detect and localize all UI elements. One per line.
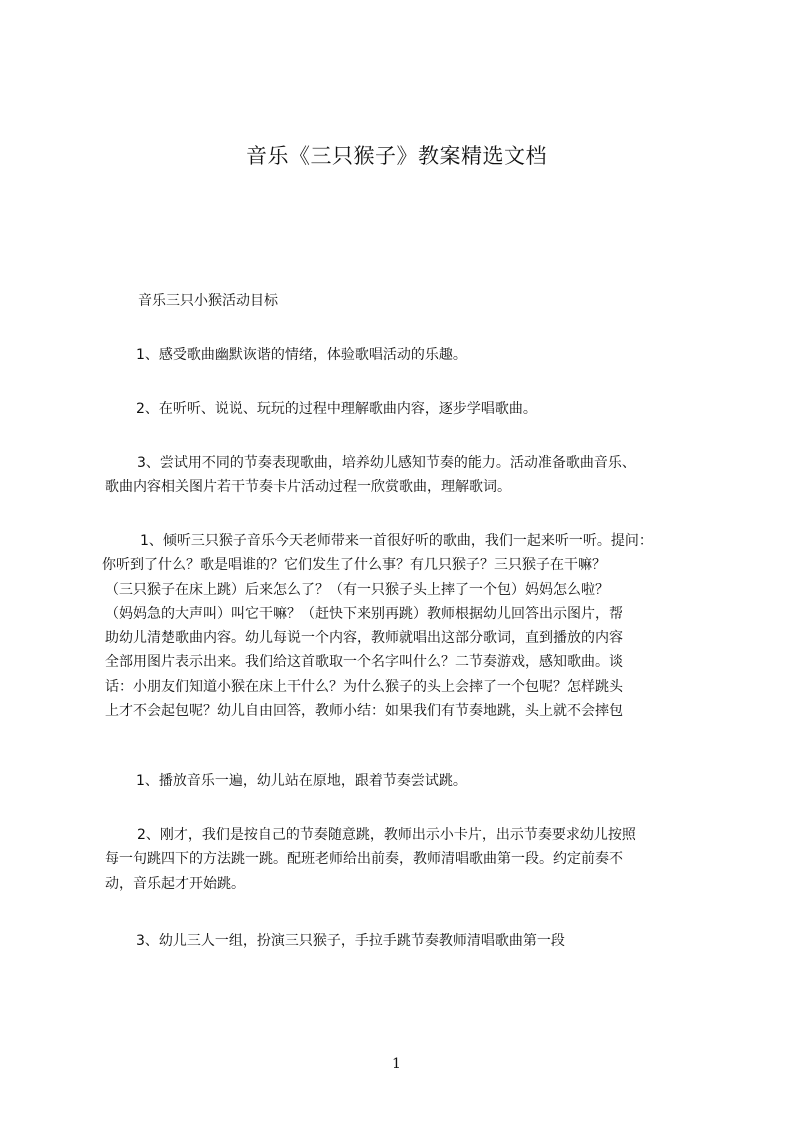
step-3: 3、幼儿三人一组，扮演三只猴子，手拉手跳节奏教师清唱歌曲第一段: [136, 933, 565, 949]
page-number: 1: [392, 1056, 401, 1072]
process-line: （妈妈急的大声叫）叫它干嘛？（赶快下来别再跳）教师根据幼儿回答出示图片，帮: [105, 605, 623, 622]
step-1: 1、播放音乐一遍，幼儿站在原地，跟着节奏尝试跳。: [136, 773, 467, 789]
process-line: （三只猴子在床上跳）后来怎么了？（有一只猴子头上摔了一个包）妈妈怎么啦？: [105, 581, 609, 598]
document-title: 音乐《三只猴子》教案精选文档: [246, 144, 547, 168]
process-line: 你听到了什么？歌是唱谁的？它们发生了什么事？有几只猴子？三只猴子在干嘛？: [102, 557, 606, 574]
process-1-paragraph: [102, 529, 653, 723]
process-line: 1、倾听三只猴子音乐今天老师带来一首很好听的歌曲，我们一起来听一听。提问：: [140, 533, 653, 549]
goal-3-line: 3、尝试用不同的节奏表现歌曲，培养幼儿感知节奏的能力。活动准备歌曲音乐、: [137, 455, 636, 471]
process-line: 话：小朋友们知道小猴在床上干什么？为什么猴子的头上会摔了一个包呢？怎样跳头: [105, 678, 623, 695]
process-line: 上才不会起包呢？幼儿自由回答，教师小结：如果我们有节奏地跳，头上就不会摔包: [105, 703, 623, 720]
step-2-paragraph: [105, 823, 636, 896]
goal-3-line: 歌曲内容相关图片若干节奏卡片活动过程一欣赏歌曲，理解歌词。: [105, 479, 511, 496]
step-2-line: 2、刚才，我们是按自己的节奏随意跳，教师出示小卡片，出示节奏要求幼儿按照: [137, 827, 636, 843]
step-2-line: 动，音乐起才开始跳。: [105, 875, 245, 892]
process-line: 全部用图片表示出来。我们给这首歌取一个名字叫什么？二节奏游戏，感知歌曲。谈: [105, 654, 623, 671]
goal-2: 2、在听听、说说、玩玩的过程中理解歌曲内容，逐步学唱歌曲。: [136, 401, 537, 417]
section-heading: 音乐三只小猴活动目标: [138, 293, 278, 309]
process-line: 助幼儿清楚歌曲内容。幼儿每说一个内容，教师就唱出这部分歌词，直到播放的内容: [105, 630, 623, 647]
step-2-line: 每一句跳四下的方法跳一跳。配班老师给出前奏，教师清唱歌曲第一段。约定前奏不: [105, 851, 623, 868]
goal-3-paragraph: [105, 451, 636, 500]
goal-1: 1、感受歌曲幽默诙谐的情绪，体验歌唱活动的乐趣。: [136, 347, 467, 363]
